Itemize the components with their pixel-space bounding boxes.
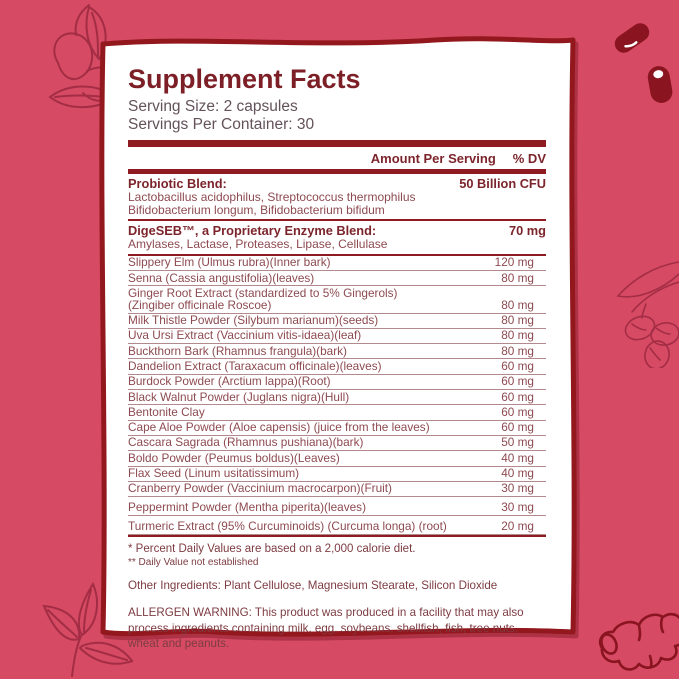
- ingredient-row: [128, 451, 546, 466]
- ingredient-amount: 40 mg: [501, 450, 534, 465]
- ingredient-row: [128, 436, 546, 451]
- capsules-icon: [600, 8, 679, 108]
- ingredient-name: Black Walnut Powder (Juglans nigra)(Hull): [128, 389, 350, 404]
- ingredient-name: Uva Ursi Extract (Vaccinium vitis-idaea)(leaf): [128, 328, 362, 343]
- ingredient-name: Cape Aloe Powder (Aloe capensis) (juice from the leaves): [128, 420, 430, 435]
- ingredient-row: [128, 256, 546, 271]
- other-ingredients: Other Ingredients: Plant Cellulose, Magnesium Stearate, Silicon Dioxide: [128, 579, 498, 593]
- ingredient-row: [128, 497, 546, 516]
- serving-size: Serving Size: 2 capsules: [128, 98, 298, 115]
- ingredient-name: Flax Seed (Linum usitatissimum): [128, 466, 300, 480]
- ingredient-name: Milk Thistle Powder (Silybum marianum)(seeds): [128, 313, 379, 328]
- blend-amount: 70 mg: [509, 223, 546, 239]
- ingredient-name: Cascara Sagrada (Rhamnus pushiana)(bark): [128, 435, 364, 450]
- blend-ingredients-line: Bifidobacterium longum, Bifidobacterium bifidum: [128, 202, 385, 217]
- dv-not-established-footnote: ** Daily Value not established: [128, 557, 259, 569]
- servings-per-container: Servings Per Container: 30: [128, 115, 315, 133]
- ingredient-name: Ginger Root Extract (standardized to 5% Gingerols): [128, 285, 398, 300]
- ingredient-row: [128, 467, 546, 482]
- blend-row: [128, 221, 546, 256]
- blend-name: DigeSEB™, a Proprietary Enzyme Blend:: [128, 223, 377, 239]
- ingredient-name: Buckthorn Bark (Rhamnus frangula)(bark): [128, 343, 347, 358]
- label-content: [100, 36, 576, 651]
- berry-branch-icon: [604, 252, 679, 368]
- ingredient-name: Slippery Elm (Ulmus rubra)(Inner bark): [128, 255, 331, 270]
- ingredient-amount: 60 mg: [501, 404, 534, 419]
- ingredient-name-line2: (Zingiber officinale Roscoe): [128, 297, 272, 312]
- blend-ingredients-line: Lactobacillus acidophilus, Streptococcus thermophilus: [128, 190, 416, 205]
- blend-list: [128, 174, 546, 256]
- ingredient-row: [128, 344, 546, 359]
- ingredient-name: Senna (Cassia angustifolia)(leaves): [128, 270, 315, 285]
- column-percent-dv: % DV: [512, 151, 546, 167]
- ingredient-row: [128, 359, 546, 374]
- label-title: Supplement Facts: [128, 64, 361, 94]
- ingredient-row: [128, 482, 546, 497]
- ingredient-amount: 80 mg: [501, 270, 534, 285]
- ingredient-amount: 60 mg: [501, 358, 534, 373]
- blend-ingredients-line: Amylases, Lactase, Proteases, Lipase, Cellulase: [128, 237, 388, 252]
- ingredient-amount: 20 mg: [501, 518, 534, 533]
- ingredient-name: Dandelion Extract (Taraxacum officinale)(leaves): [128, 358, 382, 373]
- ingredient-row: [128, 375, 546, 390]
- ingredient-row: [128, 286, 546, 313]
- allergen-warning: ALLERGEN WARNING: This product was produced in a facility that may also process ingredients containing milk, egg, soybeans, shellfish, fish, tree nuts, wheat and peanuts.: [128, 606, 524, 651]
- ingredient-name: Boldo Powder (Peumus boldus)(Leaves): [128, 450, 340, 465]
- ingredient-table: [128, 256, 546, 537]
- daily-value-footnote: * Percent Daily Values are based on a 2,000 calorie diet.: [128, 542, 416, 555]
- blend-name: Probiotic Blend:: [128, 176, 227, 192]
- ingredient-row: [128, 390, 546, 405]
- ingredient-amount: 80 mg: [501, 313, 534, 328]
- ingredient-amount: 80 mg: [501, 297, 534, 312]
- ingredient-amount: 80 mg: [501, 343, 534, 358]
- ingredient-amount: 60 mg: [501, 389, 534, 404]
- ingredient-row: [128, 405, 546, 420]
- supplement-label-card: [95, 31, 581, 651]
- ingredient-amount: 60 mg: [501, 374, 534, 389]
- ingredient-name: Bentonite Clay: [128, 404, 205, 419]
- blend-amount: 50 Billion CFU: [459, 176, 546, 192]
- ingredient-row: [128, 516, 546, 535]
- ingredient-amount: 50 mg: [501, 435, 534, 450]
- column-header: [128, 147, 546, 169]
- column-amount-per-serving: Amount Per Serving: [370, 151, 496, 167]
- ingredient-name: Peppermint Powder (Mentha piperita)(leaves): [128, 500, 367, 515]
- ingredient-row: [128, 329, 546, 344]
- ingredient-amount: 30 mg: [501, 500, 534, 515]
- ingredient-row: [128, 314, 546, 329]
- ingredient-name: Turmeric Extract (95% Curcuminoids) (Curcuma longa) (root): [128, 518, 447, 533]
- ingredient-amount: 60 mg: [501, 420, 534, 435]
- ingredient-name: Burdock Powder (Arctium lappa)(Root): [128, 374, 331, 389]
- ingredient-amount: 30 mg: [501, 481, 534, 496]
- ingredient-amount: 120 mg: [494, 255, 534, 270]
- ingredient-name: Cranberry Powder (Vaccinium macrocarpon)(Fruit): [128, 481, 392, 496]
- ingredient-amount: 40 mg: [501, 466, 534, 480]
- ingredient-amount: 80 mg: [501, 328, 534, 343]
- ingredient-row: [128, 421, 546, 436]
- divider-thick-top: [128, 140, 546, 147]
- blend-row: [128, 174, 546, 221]
- ingredient-row: [128, 271, 546, 286]
- ginger-root-icon: [590, 604, 679, 679]
